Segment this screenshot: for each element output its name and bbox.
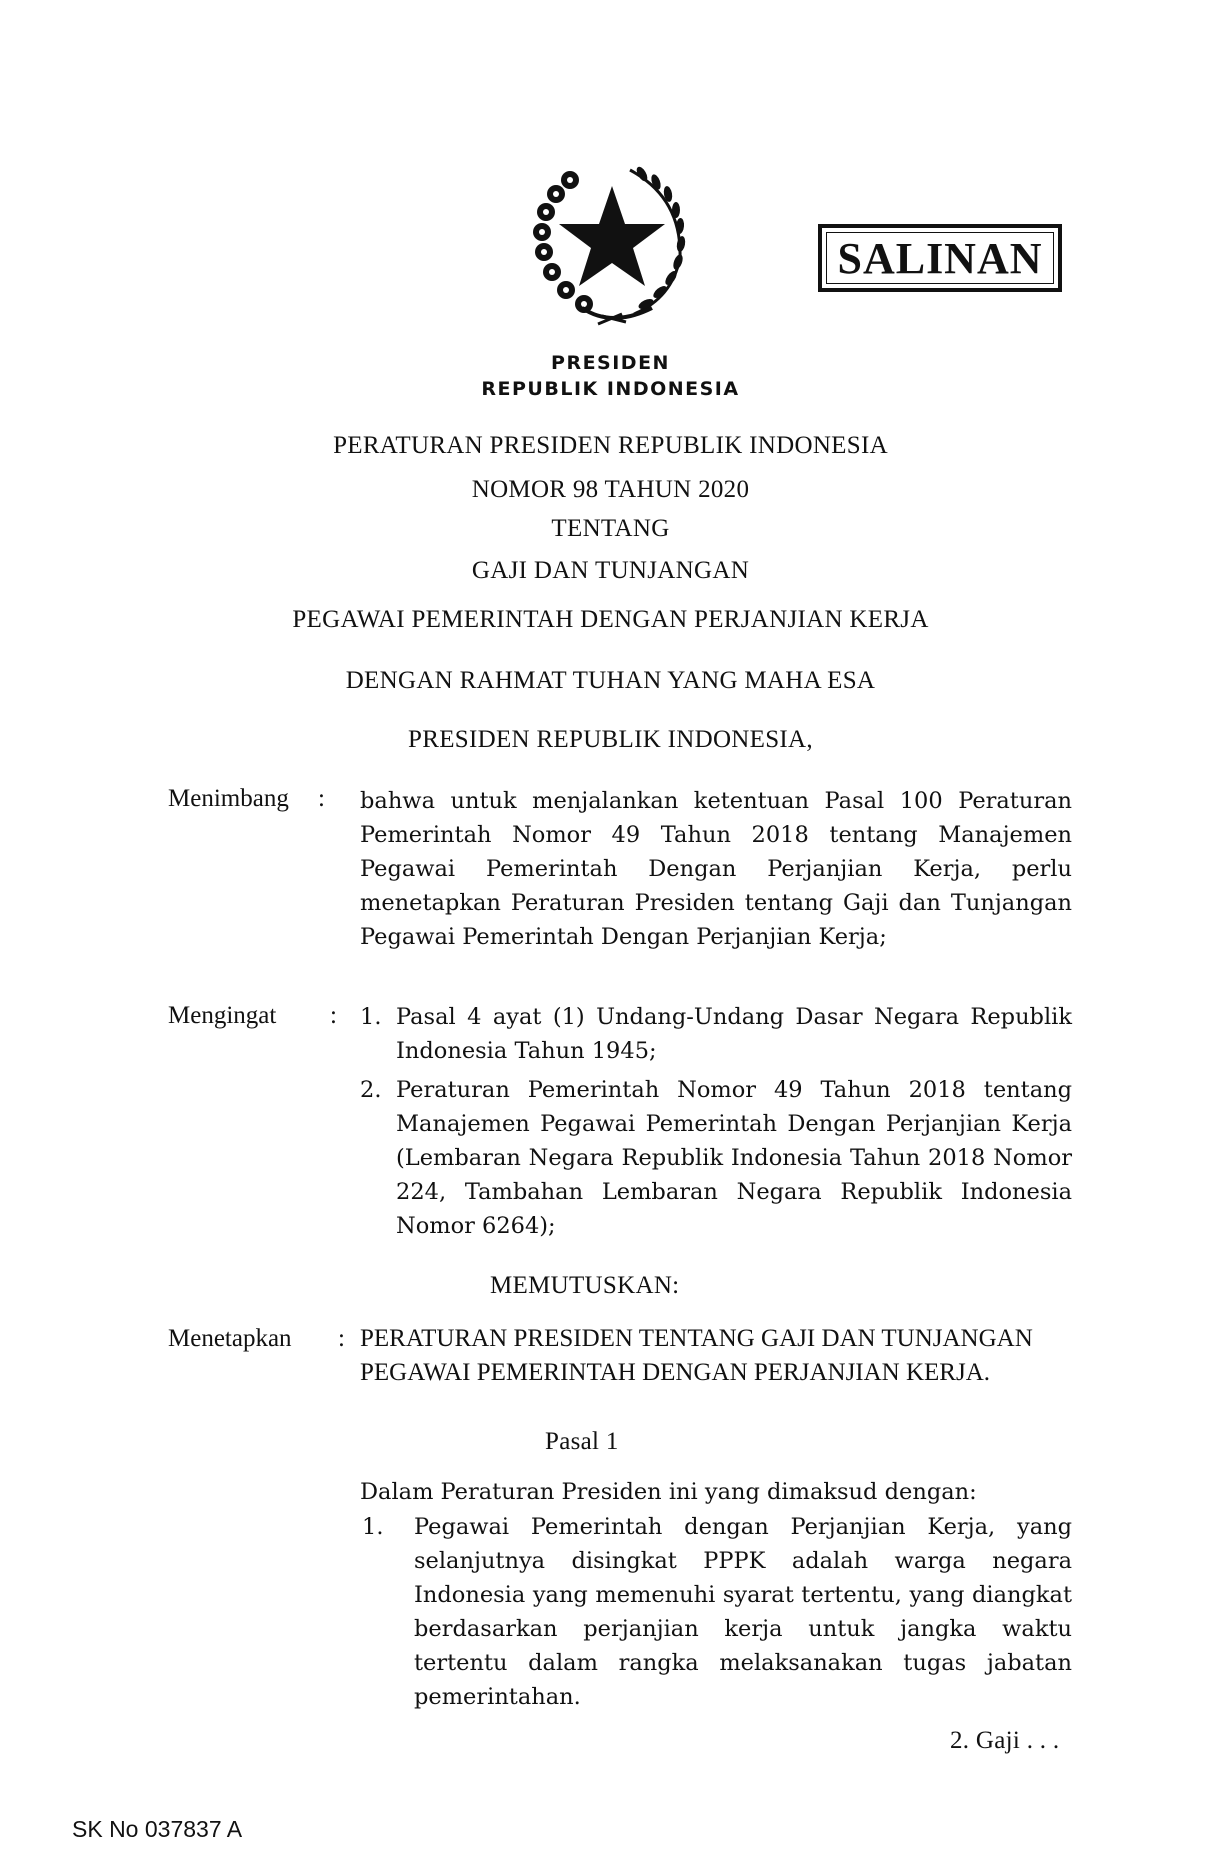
invocation: DENGAN RAHMAT TUHAN YANG MAHA ESA <box>345 667 876 694</box>
pasal-1-item-1-number: 1. <box>362 1514 384 1540</box>
garuda-star-wreath-emblem-icon <box>522 158 700 328</box>
pasal-1-item-1-text: Pegawai Pemerintah dengan Perjanjian Kerja, yang selanjutnya disingkat PPPK adalah warga negara Indonesia yang memenuhi syarat tertentu, yang diangkat berdasarkan perjanjian kerja untuk jangka waktu tertentu dalam rangka melaksanakan tugas jabatan pemerintahan. <box>414 1514 1072 1710</box>
mengingat-colon: : <box>330 1002 337 1029</box>
pasal-1-heading: Pasal 1 <box>545 1428 619 1455</box>
mengingat-item-2-text: Peraturan Pemerintah Nomor 49 Tahun 2018 tentang Manajemen Pegawai Pemerintah Dengan Perjanjian Kerja (Lembaran Negara Republik Indonesia Tahun 2018 Nomor 224, Tambahan Lembaran Negara Republik Indonesia Nomor 6264); <box>396 1077 1072 1239</box>
salinan-stamp <box>818 224 1062 292</box>
stamp-text: SALINAN <box>837 233 1043 283</box>
stamp-inner-border <box>826 232 1054 284</box>
menimbang-colon: : <box>318 785 325 812</box>
regulation-number: NOMOR 98 TAHUN 2020 <box>471 476 750 503</box>
menimbang-label: Menimbang <box>168 785 289 812</box>
document-serial-number: SK No 037837 A <box>72 1816 243 1842</box>
mengingat-item-1-text: Pasal 4 ayat (1) Undang-Undang Dasar Negara Republik Indonesia Tahun 1945; <box>396 1004 1072 1064</box>
menetapkan-text: PERATURAN PRESIDEN TENTANG GAJI DAN TUNJANGAN PEGAWAI PEMERINTAH DENGAN PERJANJIAN KERJA. <box>360 1325 1033 1386</box>
subject-line-2: PEGAWAI PEMERINTAH DENGAN PERJANJIAN KERJA <box>292 606 929 633</box>
menetapkan-colon: : <box>338 1325 345 1352</box>
pasal-1-intro: Dalam Peraturan Presiden ini yang dimaksud dengan: <box>360 1479 977 1505</box>
subject-line-1: GAJI DAN TUNJANGAN <box>471 557 750 584</box>
president-heading: PRESIDEN REPUBLIK INDONESIA, <box>408 726 813 753</box>
presiden-label: PRESIDEN <box>551 352 670 374</box>
mengingat-item-2-number: 2. <box>360 1077 382 1103</box>
republik-indonesia-label: REPUBLIK INDONESIA <box>481 378 740 400</box>
regulation-title: PERATURAN PRESIDEN REPUBLIK INDONESIA <box>333 432 888 459</box>
mengingat-item-1-number: 1. <box>360 1004 382 1030</box>
memutuskan-heading: MEMUTUSKAN: <box>490 1272 680 1299</box>
tentang-heading: TENTANG <box>551 515 670 542</box>
menetapkan-label: Menetapkan <box>168 1325 292 1352</box>
page-continuation: 2. Gaji . . . <box>950 1727 1060 1754</box>
menimbang-text: bahwa untuk menjalankan ketentuan Pasal 100 Peraturan Pemerintah Nomor 49 Tahun 2018 tentang Manajemen Pegawai Pemerintah Dengan Perjanjian Kerja, perlu menetapkan Peraturan Presiden tentang Gaji dan Tunjangan Pegawai Pemerintah Dengan Perjanjian Kerja; <box>360 788 1072 950</box>
mengingat-label: Mengingat <box>168 1002 277 1029</box>
